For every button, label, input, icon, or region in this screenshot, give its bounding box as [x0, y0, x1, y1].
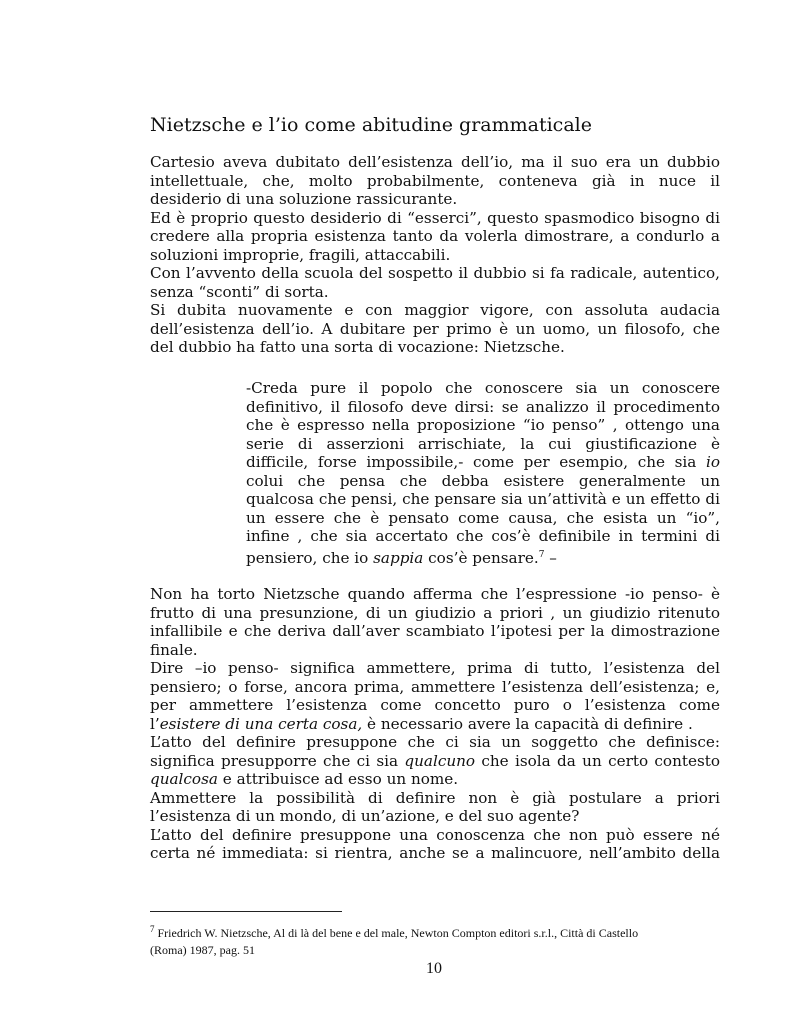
text-line: frutto di una presunzione, di un giudizio a priori , un giudizio ritenuto [150, 603, 720, 622]
quote-text: pensiero, che io [246, 548, 374, 567]
quote-line: un essere che è pensato come causa, che esista un “io”, [246, 508, 720, 527]
text-line: desiderio di una soluzione rassicurante. [150, 190, 458, 208]
text-line: per ammettere l’esistenza come concetto puro o l’esistenza come [150, 696, 720, 714]
block-quote [246, 379, 720, 567]
text-line: pensiero; o forse, ancora prima, ammettere l’esistenza dell’esistenza; e, [150, 677, 720, 696]
text-line: Si dubita nuovamente e con maggior vigore, con assoluta audacia [150, 301, 720, 319]
text-line: certa né immediata: si rientra, anche se a malincuore, nell’ambito della [150, 844, 720, 862]
quote-line: che è espresso nella proposizione “io penso” , ottengo una [246, 416, 720, 434]
paragraph-analysis [150, 585, 720, 863]
quote-line [246, 546, 720, 568]
page-number: 10 [426, 960, 442, 977]
text-line: intellettuale, che, molto probabilmente, conteneva già in nuce il [150, 171, 720, 190]
footnote [150, 921, 720, 959]
footnote-reference: 7 [538, 549, 545, 560]
text-line [150, 770, 720, 789]
footnote-marker: 7 [150, 924, 155, 934]
quote-line [246, 453, 720, 472]
italic-text: qualcosa [150, 770, 218, 788]
text-line: Con l’avvento della scuola del sospetto il dubbio si fa radicale, autentico, [150, 264, 720, 282]
quote-line: infine , che sia accertato che cos’è definibile in termini di [246, 527, 720, 545]
quote-text: cos’è pensare. [423, 548, 539, 567]
quote-line: qualcosa che pensi, che pensare sia un’attività e un effetto di [246, 490, 720, 508]
quote-italic: io [705, 453, 720, 471]
text-line: Dire –io penso- significa ammettere, prima di tutto, l’esistenza del [150, 659, 720, 677]
text-line: del dubbio ha fatto una sorta di vocazione: Nietzsche. [150, 338, 565, 356]
text-line: L’atto del definire presuppone una conoscenza che non può essere né [150, 825, 720, 844]
text: che isola da un certo contesto [475, 751, 720, 770]
text: è necessario avere la capacità di definire . [362, 714, 693, 733]
quote-text: – [544, 548, 557, 567]
text: e attribuisce ad esso un nome. [217, 770, 459, 788]
quote-text: difficile, forse impossibile,- come per esempio, che sia [246, 453, 706, 471]
footnote-text: Friedrich W. Nietzsche, Al di là del bene e del male, Newton Compton editori s.r.l., Città di Castello [154, 926, 639, 940]
section-title: Nietzsche e l’io come abitudine grammaticale [150, 114, 592, 136]
text-line: finale. [150, 640, 198, 659]
quote-line: definitivo, il filosofo deve dirsi: se analizzo il procedimento [246, 397, 720, 416]
quote-italic: sappia [373, 548, 424, 567]
text-line: Ammettere la possibilità di definire non è già postulare a priori [150, 788, 720, 807]
text-line: Non ha torto Nietzsche quando afferma che l’espressione -io penso- è [150, 585, 720, 603]
text: significa presupporre che ci sia [150, 751, 405, 770]
text-line: dell’esistenza dell’io. A dubitare per primo è un uomo, un filosofo, che [150, 319, 720, 338]
text: l’ [150, 714, 160, 733]
italic-text: qualcuno [404, 751, 476, 770]
text-line: soluzioni improprie, fragili, attaccabili. [150, 245, 451, 264]
italic-text: esistere di una certa cosa, [159, 714, 363, 733]
text-line: L’atto del definire presuppone che ci sia un soggetto che definisce: [150, 733, 720, 751]
text-line: infallibile e che deriva dall’aver scambiato l’ipotesi per la dimostrazione [150, 622, 720, 640]
footnote-divider [150, 911, 342, 912]
text-line [150, 752, 720, 771]
text-line: Ed è proprio questo desiderio di “esserci”, questo spasmodico bisogno di [150, 208, 720, 227]
footnote-text: (Roma) 1987, pag. 51 [150, 943, 255, 957]
paragraph-intro [150, 153, 720, 357]
text-line: l’esistenza di un mondo, di un’azione, e del suo agente? [150, 807, 580, 825]
text-line: credere alla propria esistenza tanto da volerla dimostrare, a condurlo a [150, 227, 720, 245]
text-line: Cartesio aveva dubitato dell’esistenza dell’io, ma il suo era un dubbio [150, 153, 720, 171]
quote-line: serie di asserzioni arrischiate, la cui giustificazione è [246, 434, 720, 453]
quote-line: colui che pensa che debba esistere generalmente un [246, 471, 720, 490]
text-line [150, 715, 720, 734]
text-line: senza “sconti” di sorta. [150, 282, 329, 301]
quote-line: -Creda pure il popolo che conoscere sia un conoscere [246, 379, 720, 397]
